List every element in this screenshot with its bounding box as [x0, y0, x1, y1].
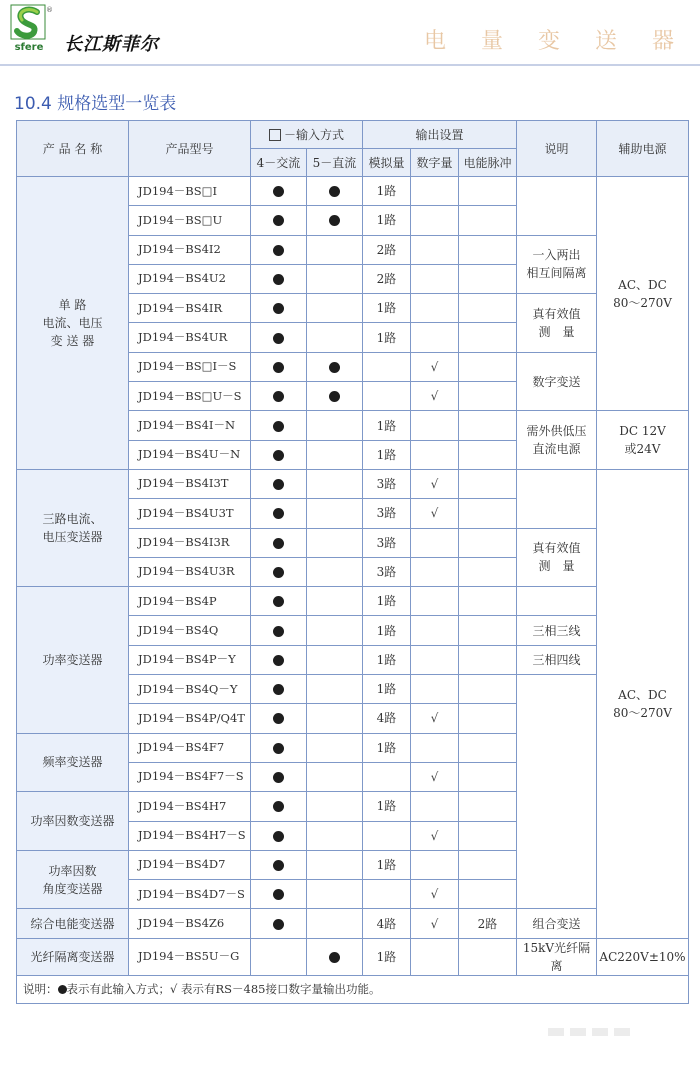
header-input-label: －输入方式 [283, 127, 344, 142]
analog-output-cell: 1路 [363, 411, 411, 440]
analog-output-cell: 1路 [363, 587, 411, 616]
model-cell: JD194－BS4F7－S [129, 762, 251, 791]
dc-input-cell [307, 264, 363, 293]
filled-dot-icon [273, 215, 284, 226]
analog-output-cell: 4路 [363, 704, 411, 733]
ac-input-cell [251, 352, 307, 381]
analog-output-cell: 3路 [363, 528, 411, 557]
digital-output-cell [411, 645, 459, 674]
ac-input-cell [251, 792, 307, 821]
model-cell: JD194－BS4IR [129, 294, 251, 323]
pulse-output-cell [459, 616, 517, 645]
ac-input-cell [251, 616, 307, 645]
header-pulse: 电能脉冲 [459, 149, 517, 177]
digital-output-cell: √ [411, 821, 459, 850]
product-group-name: 功率变送器 [17, 587, 129, 733]
pulse-output-cell [459, 645, 517, 674]
analog-output-cell [363, 821, 411, 850]
filled-dot-icon [273, 538, 284, 549]
filled-dot-icon [273, 684, 284, 695]
analog-output-cell: 1路 [363, 440, 411, 469]
section-title: 10.4 规格选型一览表 [14, 94, 177, 114]
description-cell: 需外供低压 直流电源 [517, 411, 597, 470]
header-desc: 说明 [517, 121, 597, 177]
dc-input-cell [307, 528, 363, 557]
ac-input-cell [251, 264, 307, 293]
filled-dot-icon [273, 626, 284, 637]
description-cell [517, 177, 597, 236]
filled-dot-icon [273, 303, 284, 314]
analog-output-cell [363, 762, 411, 791]
digital-output-cell [411, 206, 459, 235]
logo-text: sfere [14, 42, 44, 53]
pulse-output-cell [459, 675, 517, 704]
model-cell: JD194－BS4D7 [129, 850, 251, 879]
digital-output-cell: √ [411, 499, 459, 528]
filled-dot-icon [273, 655, 284, 666]
model-cell: JD194－BS4Q [129, 616, 251, 645]
pulse-output-cell [459, 411, 517, 440]
model-cell: JD194－BS□I [129, 177, 251, 206]
description-cell: 三相四线 [517, 645, 597, 674]
dc-input-cell [307, 411, 363, 440]
analog-output-cell: 4路 [363, 909, 411, 938]
dc-input-cell [307, 675, 363, 704]
dc-input-cell [307, 352, 363, 381]
description-cell: 三相三线 [517, 616, 597, 645]
note-row [17, 975, 689, 1003]
dc-input-cell [307, 938, 363, 975]
ac-input-cell [251, 675, 307, 704]
filled-dot-icon [273, 391, 284, 402]
model-cell: JD194－BS4U－N [129, 440, 251, 469]
analog-output-cell: 2路 [363, 264, 411, 293]
analog-output-cell: 1路 [363, 177, 411, 206]
ac-input-cell [251, 880, 307, 909]
square-placeholder-icon [269, 129, 281, 141]
product-group-name: 频率变送器 [17, 733, 129, 792]
product-group-name: 综合电能变送器 [17, 909, 129, 938]
digital-output-cell [411, 938, 459, 975]
filled-dot-icon [273, 743, 284, 754]
analog-output-cell: 1路 [363, 792, 411, 821]
ac-input-cell [251, 821, 307, 850]
analog-output-cell: 3路 [363, 499, 411, 528]
analog-output-cell: 1路 [363, 675, 411, 704]
pulse-output-cell [459, 294, 517, 323]
ac-input-cell [251, 411, 307, 440]
filled-dot-icon [329, 952, 340, 963]
digital-output-cell [411, 264, 459, 293]
model-cell: JD194－BS4H7－S [129, 821, 251, 850]
page-header [0, 0, 700, 68]
filled-dot-icon [273, 919, 284, 930]
analog-output-cell [363, 880, 411, 909]
filled-dot-icon [273, 713, 284, 724]
pulse-output-cell [459, 499, 517, 528]
pulse-output-cell [459, 323, 517, 352]
product-group-name: 光纤隔离变送器 [17, 938, 129, 975]
analog-output-cell [363, 352, 411, 381]
filled-dot-icon [329, 362, 340, 373]
spec-table [16, 120, 689, 1004]
model-cell: JD194－BS4P－Y [129, 645, 251, 674]
product-group-name: 单 路 电流、电压 变 送 器 [17, 177, 129, 470]
dc-input-cell [307, 733, 363, 762]
model-cell: JD194－BS5U－G [129, 938, 251, 975]
footer-decoration [592, 1028, 608, 1036]
footer-decoration [570, 1028, 586, 1036]
pulse-output-cell [459, 264, 517, 293]
pulse-output-cell [459, 235, 517, 264]
product-group-name: 功率因数变送器 [17, 792, 129, 851]
table-row [17, 587, 689, 616]
analog-output-cell: 1路 [363, 323, 411, 352]
ac-input-cell [251, 762, 307, 791]
dc-input-cell [307, 499, 363, 528]
model-cell: JD194－BS4I3T [129, 469, 251, 498]
ac-input-cell [251, 938, 307, 975]
power-supply-cell: AC220V±10% [597, 938, 689, 975]
digital-output-cell [411, 440, 459, 469]
footer-decoration [548, 1028, 564, 1036]
filled-dot-icon [273, 596, 284, 607]
dc-input-cell [307, 850, 363, 879]
dc-input-cell [307, 792, 363, 821]
pulse-output-cell [459, 792, 517, 821]
analog-output-cell: 1路 [363, 645, 411, 674]
digital-output-cell [411, 587, 459, 616]
ac-input-cell [251, 704, 307, 733]
digital-output-cell: √ [411, 909, 459, 938]
dc-input-cell [307, 206, 363, 235]
analog-output-cell: 3路 [363, 557, 411, 586]
description-cell: 真有效值 测 量 [517, 294, 597, 353]
dc-input-cell [307, 704, 363, 733]
table-row [17, 177, 689, 206]
pulse-output-cell [459, 821, 517, 850]
digital-output-cell: √ [411, 762, 459, 791]
filled-dot-icon [58, 985, 67, 994]
filled-dot-icon [273, 831, 284, 842]
ac-input-cell [251, 850, 307, 879]
digital-output-cell [411, 323, 459, 352]
dc-input-cell [307, 440, 363, 469]
digital-output-cell [411, 294, 459, 323]
power-supply-cell: AC、DC 80～270V [597, 469, 689, 938]
filled-dot-icon [273, 274, 284, 285]
digital-output-cell: √ [411, 352, 459, 381]
model-cell: JD194－BS□U [129, 206, 251, 235]
table-row [17, 909, 689, 938]
registered-mark: ® [46, 6, 53, 14]
pulse-output-cell [459, 850, 517, 879]
filled-dot-icon [273, 479, 284, 490]
dc-input-cell [307, 762, 363, 791]
dc-input-cell [307, 469, 363, 498]
dc-input-cell [307, 557, 363, 586]
dc-input-cell [307, 645, 363, 674]
model-cell: JD194－BS□I－S [129, 352, 251, 381]
digital-output-cell [411, 528, 459, 557]
digital-output-cell [411, 557, 459, 586]
ac-input-cell [251, 323, 307, 352]
product-group-name: 功率因数 角度变送器 [17, 850, 129, 909]
pulse-output-cell [459, 880, 517, 909]
power-supply-cell: DC 12V 或24V [597, 411, 689, 470]
pulse-output-cell [459, 382, 517, 411]
header-title: 电 量 变 送 器 [424, 29, 688, 54]
pulse-output-cell [459, 557, 517, 586]
model-cell: JD194－BS4I3R [129, 528, 251, 557]
table-note [17, 975, 689, 1003]
pulse-output-cell [459, 704, 517, 733]
pulse-output-cell [459, 528, 517, 557]
header-analog: 模拟量 [363, 149, 411, 177]
model-cell: JD194－BS4U3T [129, 499, 251, 528]
pulse-output-cell [459, 762, 517, 791]
model-cell: JD194－BS4I2 [129, 235, 251, 264]
pulse-output-cell [459, 440, 517, 469]
header-divider [0, 64, 700, 66]
filled-dot-icon [273, 362, 284, 373]
dc-input-cell [307, 235, 363, 264]
pulse-output-cell [459, 352, 517, 381]
filled-dot-icon [273, 421, 284, 432]
filled-dot-icon [273, 889, 284, 900]
model-cell: JD194－BS4Z6 [129, 909, 251, 938]
header-model: 产品型号 [129, 121, 251, 177]
digital-output-cell [411, 616, 459, 645]
analog-output-cell: 1路 [363, 733, 411, 762]
model-cell: JD194－BS4U2 [129, 264, 251, 293]
pulse-output-cell [459, 177, 517, 206]
product-group-name: 三路电流、 电压变送器 [17, 469, 129, 586]
dc-input-cell [307, 323, 363, 352]
digital-output-cell [411, 850, 459, 879]
description-cell: 15kV光纤隔离 [517, 938, 597, 975]
filled-dot-icon [273, 245, 284, 256]
filled-dot-icon [329, 186, 340, 197]
analog-output-cell: 1路 [363, 616, 411, 645]
ac-input-cell [251, 733, 307, 762]
model-cell: JD194－BS4P/Q4T [129, 704, 251, 733]
footer-decoration [614, 1028, 630, 1036]
analog-output-cell: 1路 [363, 938, 411, 975]
ac-input-cell [251, 909, 307, 938]
digital-output-cell [411, 675, 459, 704]
ac-input-cell [251, 557, 307, 586]
pulse-output-cell [459, 938, 517, 975]
dc-input-cell [307, 821, 363, 850]
digital-output-cell: √ [411, 704, 459, 733]
ac-input-cell [251, 294, 307, 323]
description-cell: 真有效值 测 量 [517, 528, 597, 587]
table-row [17, 938, 689, 975]
pulse-output-cell [459, 587, 517, 616]
header-ac: 4－交流 [251, 149, 307, 177]
ac-input-cell [251, 177, 307, 206]
description-cell: 数字变送 [517, 352, 597, 411]
digital-output-cell [411, 411, 459, 440]
dc-input-cell [307, 880, 363, 909]
digital-output-cell: √ [411, 880, 459, 909]
dc-input-cell [307, 382, 363, 411]
note-prefix: 说明： [23, 981, 58, 996]
ac-input-cell [251, 587, 307, 616]
filled-dot-icon [273, 860, 284, 871]
analog-output-cell: 1路 [363, 850, 411, 879]
brand-name: 长江斯菲尔 [64, 34, 159, 55]
table-row [17, 469, 689, 498]
description-cell [517, 587, 597, 616]
header-input-method [251, 121, 363, 149]
note-text: 表示有此输入方式；√ 表示有RS－485接口数字量输出功能。 [66, 981, 381, 996]
power-supply-cell: AC、DC 80～270V [597, 177, 689, 411]
description-cell [517, 675, 597, 909]
pulse-output-cell [459, 206, 517, 235]
filled-dot-icon [273, 508, 284, 519]
ac-input-cell [251, 440, 307, 469]
ac-input-cell [251, 469, 307, 498]
analog-output-cell: 1路 [363, 206, 411, 235]
model-cell: JD194－BS4P [129, 587, 251, 616]
filled-dot-icon [273, 186, 284, 197]
ac-input-cell [251, 382, 307, 411]
dc-input-cell [307, 177, 363, 206]
header-product-name: 产 品 名 称 [17, 121, 129, 177]
dc-input-cell [307, 587, 363, 616]
ac-input-cell [251, 645, 307, 674]
description-cell [517, 469, 597, 528]
digital-output-cell [411, 177, 459, 206]
digital-output-cell: √ [411, 382, 459, 411]
header-digital: 数字量 [411, 149, 459, 177]
pulse-output-cell [459, 469, 517, 498]
ac-input-cell [251, 206, 307, 235]
digital-output-cell [411, 733, 459, 762]
analog-output-cell [363, 382, 411, 411]
model-cell: JD194－BS4F7 [129, 733, 251, 762]
analog-output-cell: 2路 [363, 235, 411, 264]
ac-input-cell [251, 235, 307, 264]
ac-input-cell [251, 528, 307, 557]
ac-input-cell [251, 499, 307, 528]
filled-dot-icon [273, 450, 284, 461]
digital-output-cell [411, 792, 459, 821]
model-cell: JD194－BS4UR [129, 323, 251, 352]
model-cell: JD194－BS4H7 [129, 792, 251, 821]
header-power: 辅助电源 [597, 121, 689, 177]
dc-input-cell [307, 616, 363, 645]
description-cell: 组合变送 [517, 909, 597, 938]
filled-dot-icon [329, 391, 340, 402]
header-output: 输出设置 [363, 121, 517, 149]
spec-table-container [16, 120, 689, 1004]
header-dc: 5－直流 [307, 149, 363, 177]
filled-dot-icon [273, 772, 284, 783]
filled-dot-icon [273, 801, 284, 812]
pulse-output-cell: 2路 [459, 909, 517, 938]
analog-output-cell: 1路 [363, 294, 411, 323]
model-cell: JD194－BS□U－S [129, 382, 251, 411]
model-cell: JD194－BS4D7－S [129, 880, 251, 909]
filled-dot-icon [329, 215, 340, 226]
analog-output-cell: 3路 [363, 469, 411, 498]
model-cell: JD194－BS4I－N [129, 411, 251, 440]
dc-input-cell [307, 294, 363, 323]
filled-dot-icon [273, 333, 284, 344]
model-cell: JD194－BS4U3R [129, 557, 251, 586]
dc-input-cell [307, 909, 363, 938]
digital-output-cell [411, 235, 459, 264]
description-cell: 一入两出 相互间隔离 [517, 235, 597, 294]
digital-output-cell: √ [411, 469, 459, 498]
filled-dot-icon [273, 567, 284, 578]
pulse-output-cell [459, 733, 517, 762]
model-cell: JD194－BS4Q－Y [129, 675, 251, 704]
